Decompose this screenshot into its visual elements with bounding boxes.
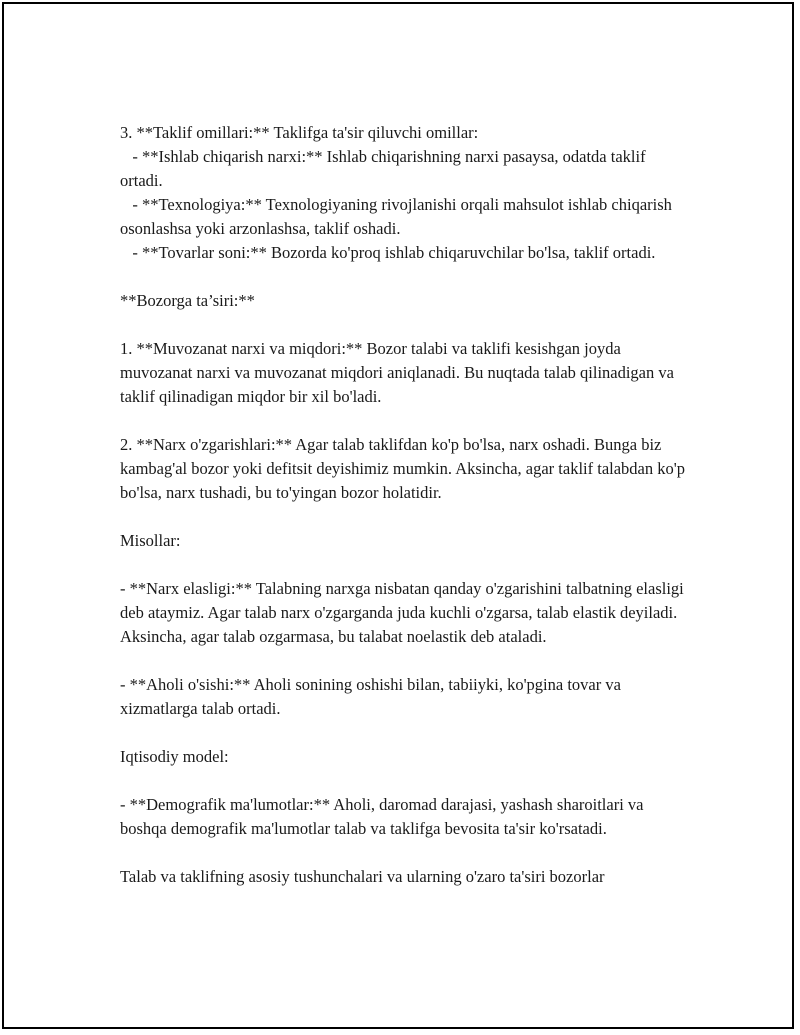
paragraph-supply-factors: 3. **Taklif omillari:** Taklifga ta'sir qiluvchi omillar: - **Ishlab chiqarish narxi:** Ishlab chiqarishning narxi pasaysa, odatda taklif ortadi. - **Texnologiya:** Texnologiyaning rivojlanishi orqali mahsulot ishlab chiqarish osonlashsa yoki arzonlashsa, taklif oshadi. - **Tovarlar soni:** Bozorda ko'proq ishlab chiqaruvchilar bo'lsa, taklif ortadi.	[120, 123, 672, 262]
paragraph-gap	[120, 649, 690, 673]
paragraph-gap	[120, 553, 690, 577]
heading-market-impact: **Bozorga ta’siri:**	[120, 291, 255, 310]
paragraph-demographics: - **Demografik ma'lumotlar:** Aholi, daromad darajasi, yashash sharoitlari va boshqa demografik ma'lumotlar talab va taklifga bevosita ta'sir ko'rsatadi.	[120, 795, 648, 838]
paragraph-gap	[120, 721, 690, 745]
paragraph-gap	[120, 841, 690, 865]
document-body	[120, 121, 690, 889]
heading-economic-model: Iqtisodiy model:	[120, 747, 229, 766]
paragraph-gap	[120, 769, 690, 793]
paragraph-price-changes: 2. **Narx o'zgarishlari:** Agar talab taklifdan ko'p bo'lsa, narx oshadi. Bunga biz kambag'al bozor yoki defitsit deyishimiz mumkin. Aksincha, agar taklif talabdan ko'p bo'lsa, narx tushadi, bu to'yingan bozor holatidir.	[120, 435, 690, 502]
heading-examples: Misollar:	[120, 531, 181, 550]
paragraph-gap	[120, 313, 690, 337]
paragraph-price-elasticity: - **Narx elasligi:** Talabning narxga nisbatan qanday o'zgarishini talbatning elasligi deb ataymiz. Agar talab narx o'zgarganda juda kuchli o'zgarsa, talab elastik deyiladi. Aksincha, agar talab ozgarmasa, bu talabat noelastik deb ataladi.	[120, 579, 688, 646]
document-page	[2, 2, 794, 1029]
paragraph-gap	[120, 265, 690, 289]
paragraph-equilibrium: 1. **Muvozanat narxi va miqdori:** Bozor talabi va taklifi kesishgan joyda muvozanat narxi va muvozanat miqdori aniqlanadi. Bu nuqtada talab qilinadigan va taklif qilinadigan miqdor bir xil bo'ladi.	[120, 339, 679, 406]
paragraph-gap	[120, 409, 690, 433]
paragraph-gap	[120, 505, 690, 529]
paragraph-conclusion: Talab va taklifning asosiy tushunchalari va ularning o'zaro ta'siri bozorlar	[120, 867, 605, 886]
paragraph-population-growth: - **Aholi o'sishi:** Aholi sonining oshishi bilan, tabiiyki, ko'pgina tovar va xizmatlarga talab ortadi.	[120, 675, 626, 718]
